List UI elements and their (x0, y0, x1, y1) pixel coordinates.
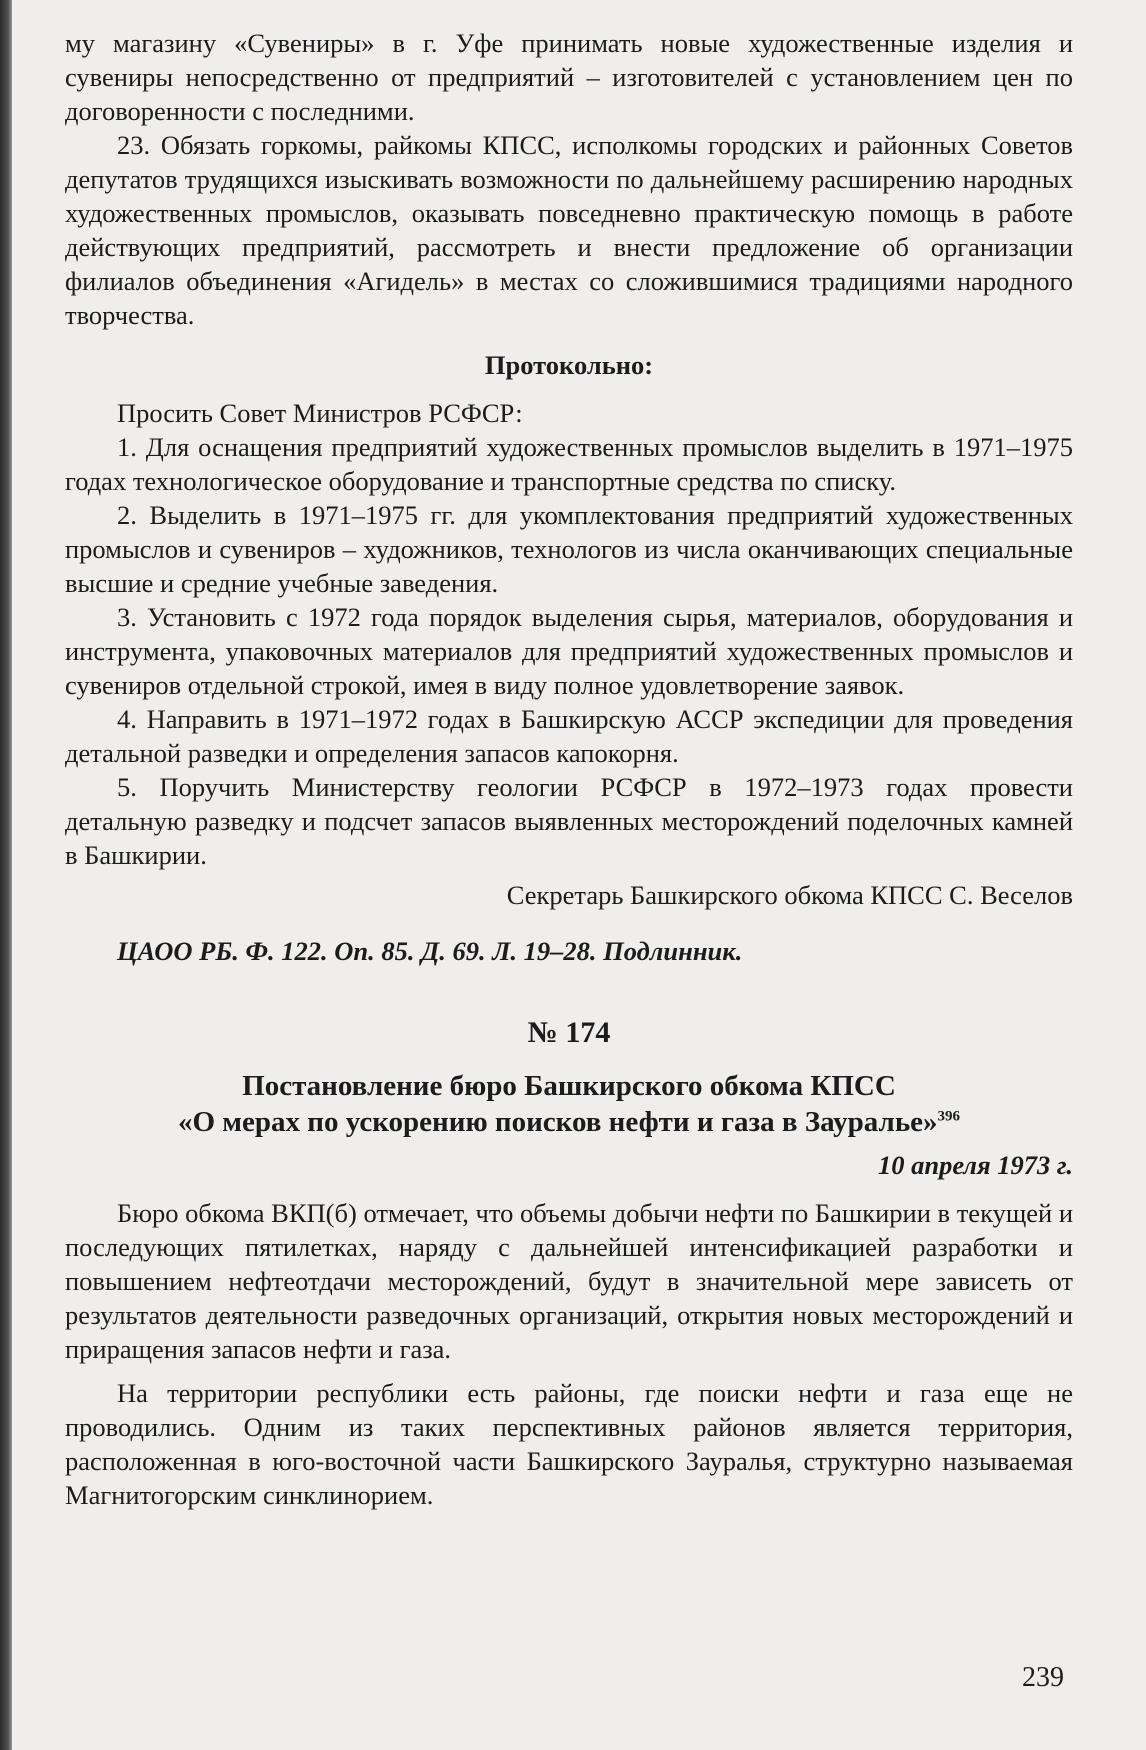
document-title-text: «О мерах по ускорению поисков нефти и газа в Зауралье» (177, 1106, 938, 1138)
document-date: 10 апреля 1973 г. (877, 1150, 1073, 1180)
protocol-item-1: 1. Для оснащения предприятий художественных промыслов выделить в 1971–1975 годах технологическое оборудование и транспортные средства по списку. (65, 432, 1073, 496)
protocol-intro: Просить Совет Министров РСФСР: (117, 398, 523, 428)
footnote-marker: 396 (937, 1108, 961, 1125)
protocol-item-3: 3. Установить с 1972 года порядок выделения сырья, материалов, оборудования и инструмента, упаковочных материалов для предприятий художественных промыслов и сувениров отдельной строкой, имея в виду полное удовлетворение заявок. (65, 602, 1073, 700)
protocol-item-4: 4. Направить в 1971–1972 годах в Башкирскую АССР экспедиции для проведения детальной разведки и определения запасов капокорня. (65, 704, 1073, 768)
document-number: № 174 (527, 1016, 611, 1049)
body-paragraph-2: На территории республики есть районы, где поиски нефти и газа еще не проводились. Одним из таких перспективных районов является территория, расположенная в юго-восточной части Башкирского Зауралья, структурно называемая Магнитогорским синклинорием. (65, 1378, 1073, 1510)
document-title-line-2 (65, 1104, 1073, 1140)
protocol-item-5: 5. Поручить Министерству геологии РСФСР в 1972–1973 годах провести детальную разведку и подсчет запасов выявленных месторождений поделочных камней в Башкирии. (65, 772, 1073, 870)
signature: Секретарь Башкирского обкома КПСС С. Веселов (506, 880, 1073, 910)
protocol-item-2: 2. Выделить в 1971–1975 гг. для укомплектования предприятий художественных промыслов и сувениров – художников, технологов из числа оканчивающих специальные высшие и средние учебные заведения. (65, 500, 1073, 598)
document-title-line-1: Постановление бюро Башкирского обкома КПСС (242, 1070, 896, 1102)
body-paragraph-1: Бюро обкома ВКП(б) отмечает, что объемы добычи нефти по Башкирии в текущей и последующих пятилетках, наряду с дальнейшей интенсификацией разработки и повышением нефтеотдачи месторождений, будут в значительной мере зависеть от результатов деятельности разведочных организаций, открытия новых месторождений и приращения запасов нефти и газа. (65, 1198, 1073, 1364)
page-number: 239 (1022, 1662, 1064, 1693)
book-page (12, 0, 1146, 1750)
page-content (65, 26, 1073, 1512)
protocol-heading: Протокольно: (484, 350, 654, 380)
paragraph-item-23: 23. Обязать горкомы, райкомы КПСС, исполкомы городских и районных Советов депутатов трудящихся изыскивать возможности по дальнейшему расширению народных художественных промыслов, оказывать повседневно практическую помощь в работе действующих предприятий, рассмотреть и внести предложение об организации филиалов объединения «Агидель» в местах со сложившимися традициями народного творчества. (65, 130, 1073, 330)
book-spine-shadow (0, 0, 12, 1750)
archive-reference: ЦАОО РБ. Ф. 122. Оп. 85. Д. 69. Л. 19–28. Подлинник. (117, 936, 743, 966)
paragraph-continuation: му магазину «Сувениры» в г. Уфе принимать новые художественные изделия и сувениры непосредственно от предприятий – изготовителей с установлением цен по договоренности с последними. (65, 28, 1073, 126)
